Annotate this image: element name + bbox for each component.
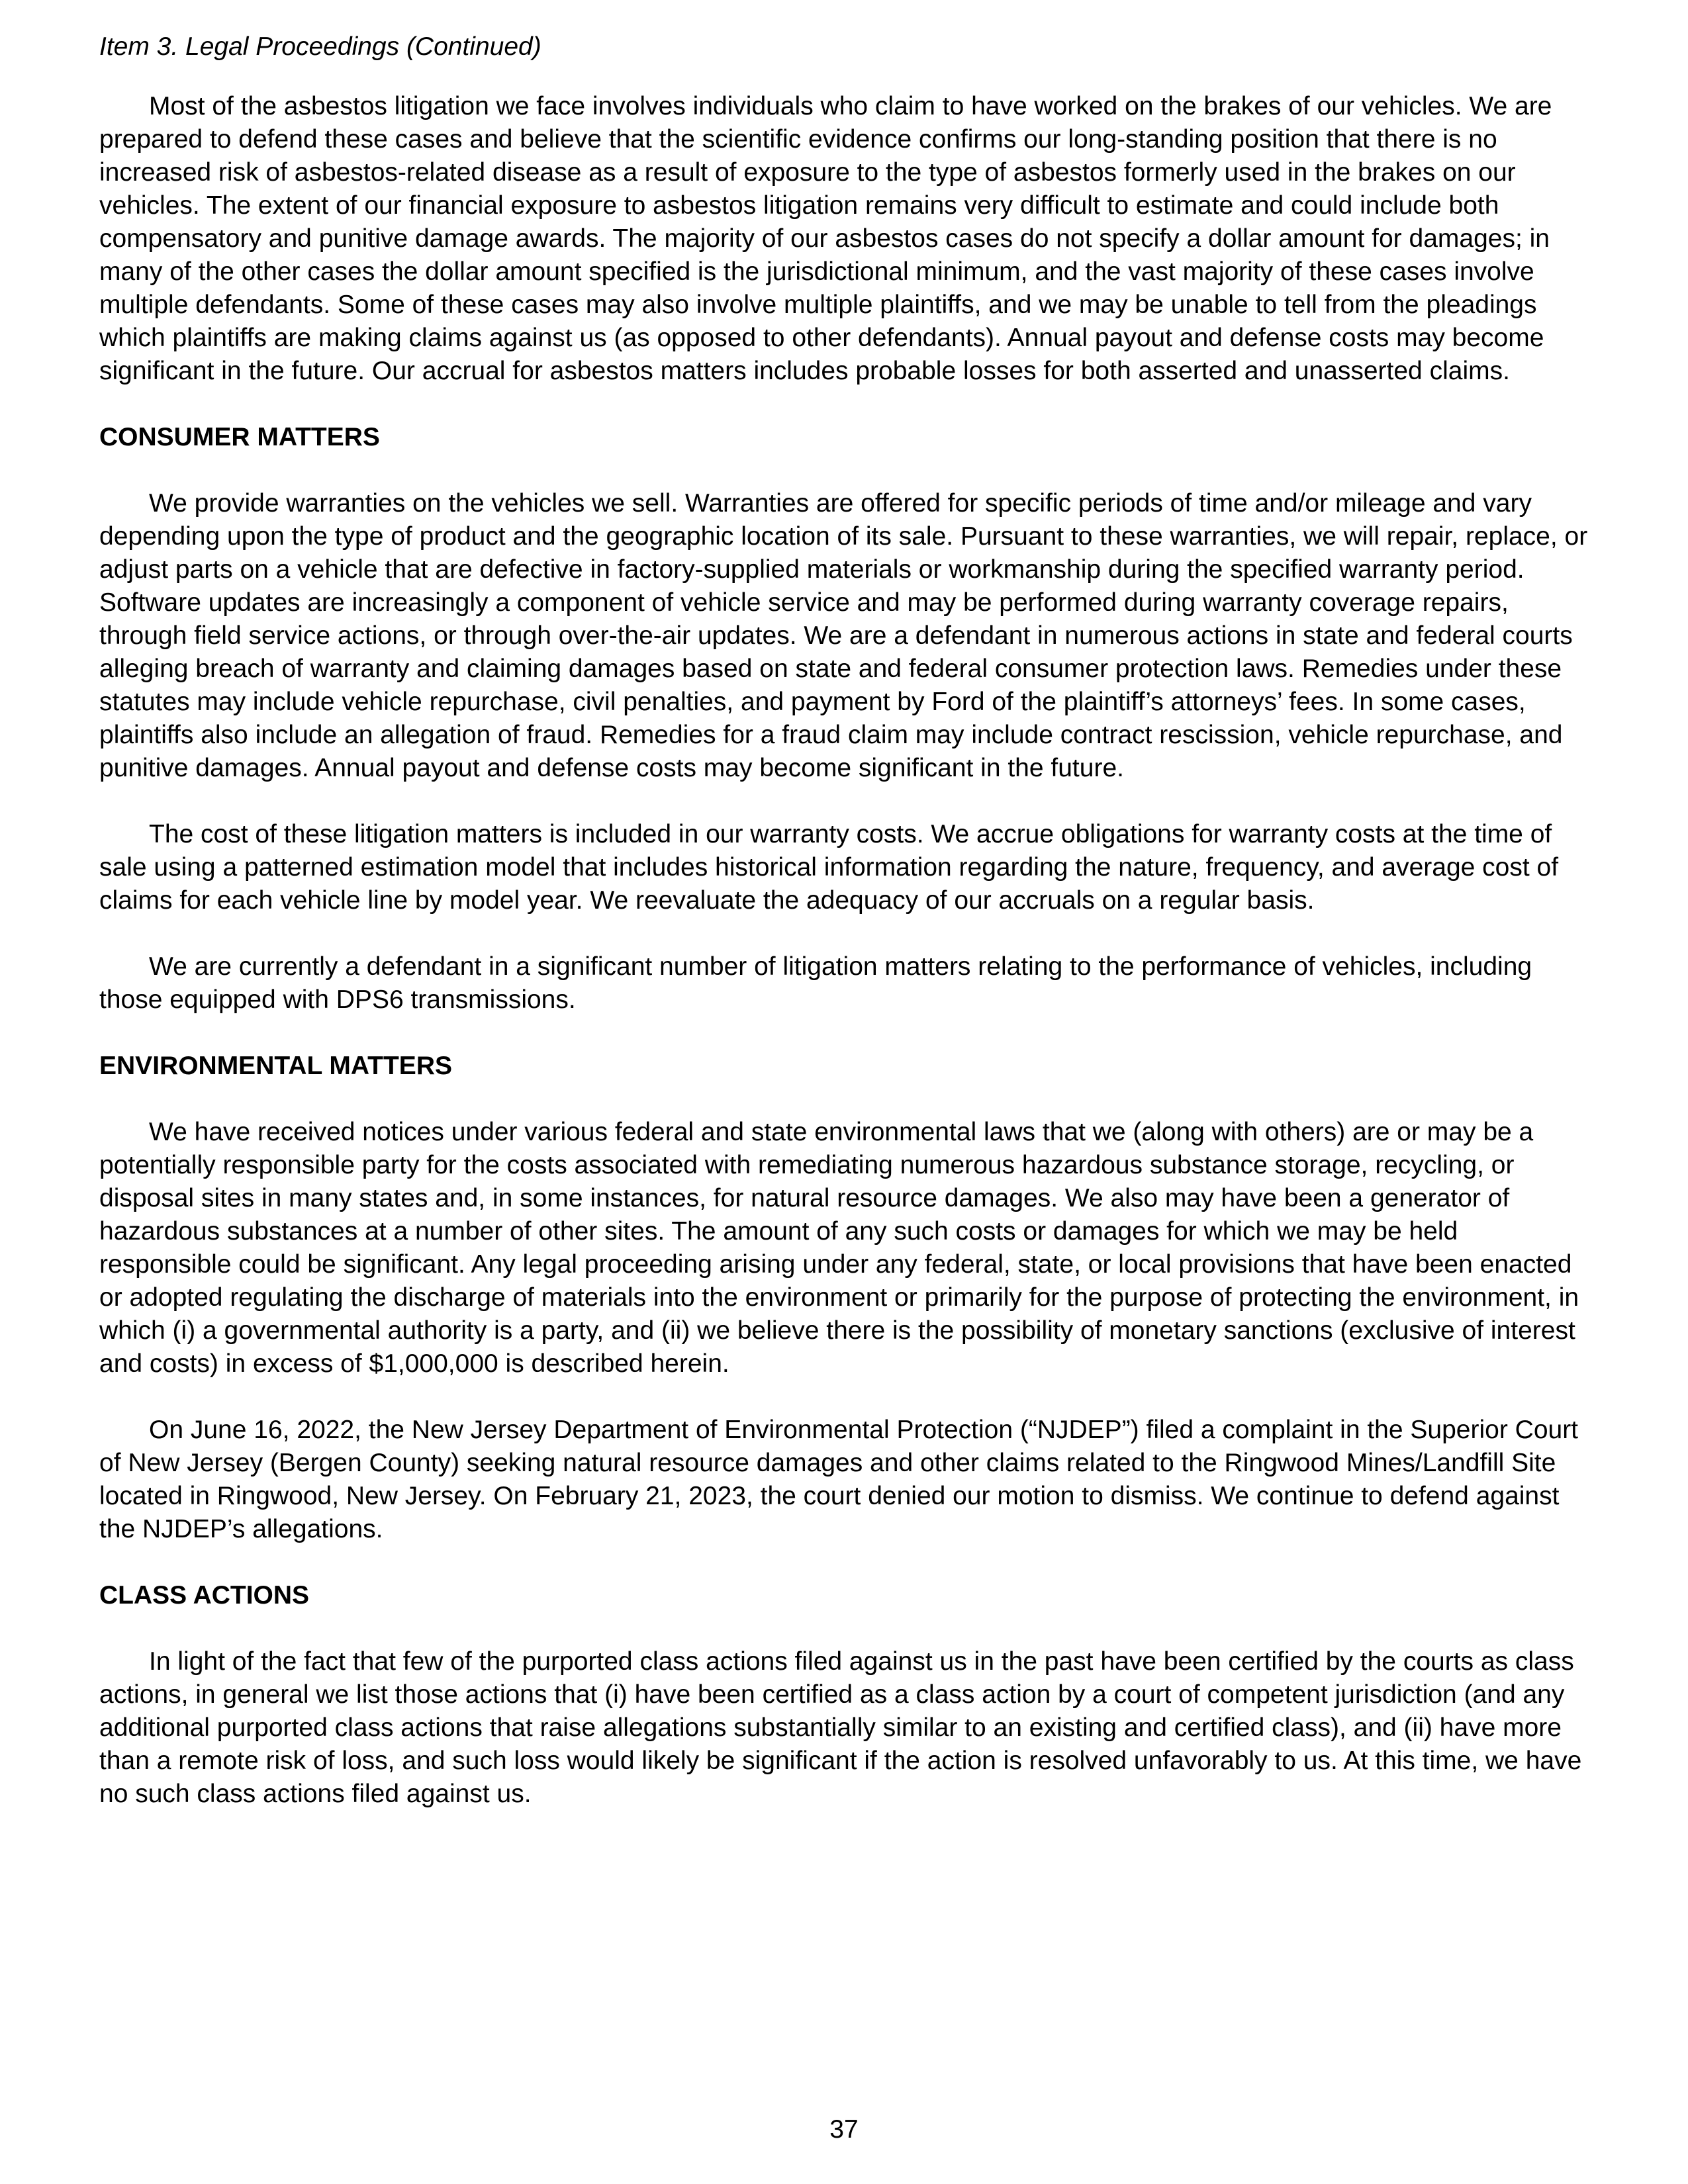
njdep-paragraph: On June 16, 2022, the New Jersey Department of Environmental Protection (“NJDEP”) filed a complaint in the Superior Court of New Jersey (Bergen County) seeking natural resource damages and other claims related to the Ringwood Mines/Landfill Site located in Ringwood, New Jersey. On February 21, 2023, the court denied our motion to dismiss. We continue to defend against the NJDEP’s allegations. xyxy=(99,1416,1579,1543)
environmental-notices-paragraph: We have received notices under various federal and state environmental laws that we (along with others) are or may be a potentially responsible party for the costs associated with remediating numerous hazardous substance storage, recycling, or disposal sites in many states and, in some instances, for natural resource damages. We also may have been a generator of hazardous substances at a number of other sites. The amount of any such costs or damages for which we may be held responsible could be significant. Any legal proceeding arising under any federal, state, or local provisions that have been enacted or adopted regulating the discharge of materials into the environment or primarily for the purpose of protecting the environment, in which (i) a governmental authority is a party, and (ii) we believe there is the possibility of monetary sanctions (exclusive of interest and costs) in excess of $1,000,000 is described herein. xyxy=(99,1118,1579,1378)
dps6-paragraph: We are currently a defendant in a significant number of litigation matters relating to the performance of vehicles, including those equipped with DPS6 transmissions. xyxy=(99,952,1532,1014)
class-actions-heading: CLASS ACTIONS xyxy=(99,1581,310,1610)
environmental-matters-heading: ENVIRONMENTAL MATTERS xyxy=(99,1052,452,1080)
document-body xyxy=(99,90,1589,1844)
warranty-paragraph: We provide warranties on the vehicles we sell. Warranties are offered for specific periods of time and/or mileage and vary depending upon the type of product and the geographic location of its sale. Pursuant to these warranties, we will repair, replace, or adjust parts on a vehicle that are defective in factory-supplied materials or workmanship during the specified warranty period. Software updates are increasingly a component of vehicle service and may be performed during warranty coverage repairs, through field service actions, or through over-the-air updates. We are a defendant in numerous actions in state and federal courts alleging breach of warranty and claiming damages based on state and federal consumer protection laws. Remedies under these statutes may include vehicle repurchase, civil penalties, and payment by Ford of the plaintiff’s attorneys’ fees. In some cases, plaintiffs also include an allegation of fraud. Remedies for a fraud claim may include contract rescission, vehicle repurchase, and punitive damages. Annual payout and defense costs may become significant in the future. xyxy=(99,489,1588,782)
asbestos-paragraph: Most of the asbestos litigation we face involves individuals who claim to have worked on the brakes of our vehicles. We are prepared to defend these cases and believe that the scientific evidence confirms our long-standing position that there is no increased risk of asbestos-related disease as a result of exposure to the type of asbestos formerly used in the brakes on our vehicles. The extent of our financial exposure to asbestos litigation remains very difficult to estimate and could include both compensatory and punitive damage awards. The majority of our asbestos cases do not specify a dollar amount for damages; in many of the other cases the dollar amount specified is the jurisdictional minimum, and the vast majority of these cases involve multiple defendants. Some of these cases may also involve multiple plaintiffs, and we may be unable to tell from the pleadings which plaintiffs are making claims against us (as opposed to other defendants). Annual payout and defense costs may become significant in the future. Our accrual for asbestos matters includes probable losses for both asserted and unasserted claims. xyxy=(99,92,1552,385)
running-head: Item 3. Legal Proceedings (Continued) xyxy=(99,32,541,61)
page-number: 37 xyxy=(829,2115,859,2144)
consumer-matters-heading: CONSUMER MATTERS xyxy=(99,423,380,451)
class-actions-paragraph: In light of the fact that few of the purported class actions filed against us in the past have been certified by the courts as class actions, in general we list those actions that (i) have been certified as a class action by a court of competent jurisdiction (and any additional purported class actions that raise allegations substantially similar to an existing and certified class), and (ii) have more than a remote risk of loss, and such loss would likely be significant if the action is resolved unfavorably to us. At this time, we have no such class actions filed against us. xyxy=(99,1647,1582,1808)
warranty-costs-paragraph: The cost of these litigation matters is included in our warranty costs. We accrue obligations for warranty costs at the time of sale using a patterned estimation model that includes historical information regarding the nature, frequency, and average cost of claims for each vehicle line by model year. We reevaluate the adequacy of our accruals on a regular basis. xyxy=(99,820,1559,915)
